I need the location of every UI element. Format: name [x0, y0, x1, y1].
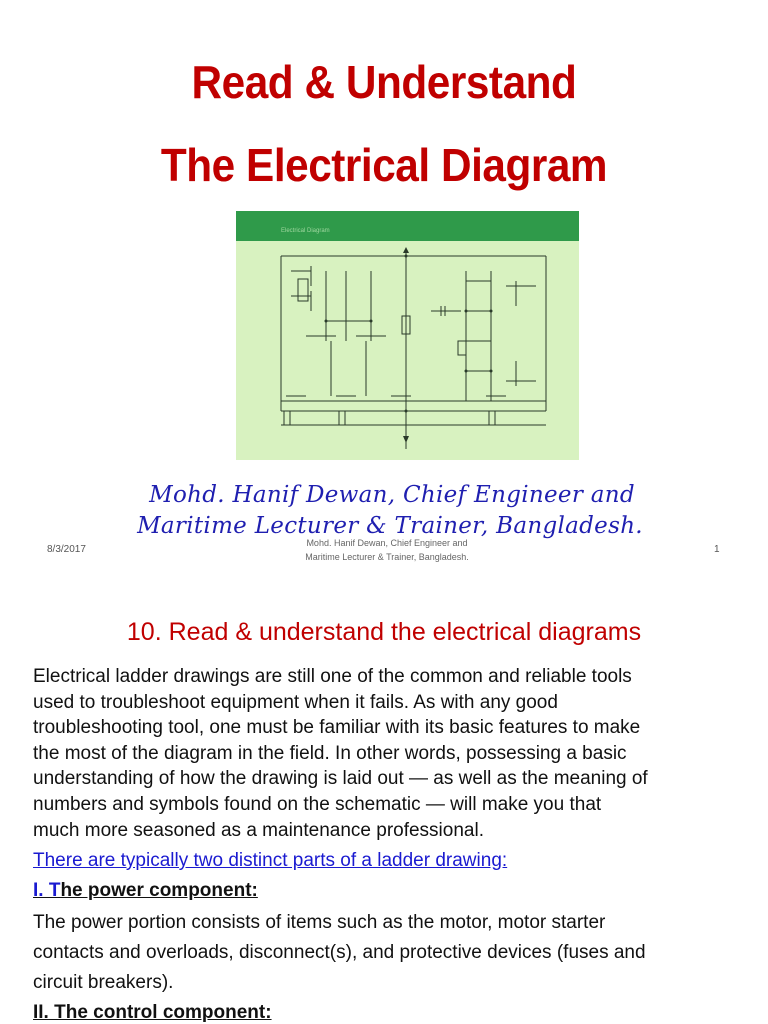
power-component-title: he power component:: [60, 880, 258, 901]
control-component-heading: II. The control component:: [33, 1002, 272, 1023]
power-component-heading: [33, 880, 258, 902]
power-paragraph-line: circuit breakers).: [33, 972, 174, 993]
circuit-schematic: [236, 211, 579, 460]
paragraph-line: much more seasoned as a maintenance professional.: [33, 819, 484, 841]
footer-date: 8/3/2017: [47, 544, 86, 555]
footer-author-line1: Mohd. Hanif Dewan, Chief Engineer and: [306, 538, 468, 548]
footer-author-line2: Maritime Lecturer & Trainer, Bangladesh.: [305, 552, 469, 562]
slide-title-line1: Read & Understand: [191, 56, 577, 108]
paragraph-line: the most of the diagram in the field. In other words, possessing a basic: [33, 742, 627, 764]
intro-paragraph: [33, 664, 748, 843]
ladder-parts-subtitle: There are typically two distinct parts of a ladder drawing:: [33, 850, 508, 871]
power-paragraph-line: contacts and overloads, disconnect(s), and protective devices (fuses and: [33, 942, 646, 963]
power-component-number: I. T: [33, 880, 61, 901]
author-line1: Mohd. Hanif Dewan, Chief Engineer and: [149, 482, 635, 508]
paragraph-line: numbers and symbols found on the schematic — will make you that: [33, 793, 602, 815]
electrical-diagram-image: [236, 211, 579, 460]
paragraph-line: understanding of how the drawing is laid out — as well as the meaning of: [33, 768, 648, 790]
power-paragraph: [33, 908, 748, 998]
paragraph-line: used to troubleshoot equipment when it fails. As with any good: [33, 691, 558, 713]
diagram-header-label: Electrical Diagram: [281, 228, 330, 234]
footer-author: [272, 536, 502, 564]
paragraph-line: Electrical ladder drawings are still one of the common and reliable tools: [33, 666, 632, 687]
footer-page-number: 1: [714, 544, 720, 555]
slide-title-line2: The Electrical Diagram: [160, 139, 608, 191]
power-paragraph-line: The power portion consists of items such as the motor, motor starter: [33, 912, 606, 933]
paragraph-line: troubleshooting tool, one must be familiar with its basic features to make: [33, 717, 641, 739]
author-line2: Maritime Lecturer & Trainer, Bangladesh.: [137, 513, 643, 539]
section-heading: 10. Read & understand the electrical diagrams: [126, 618, 642, 646]
